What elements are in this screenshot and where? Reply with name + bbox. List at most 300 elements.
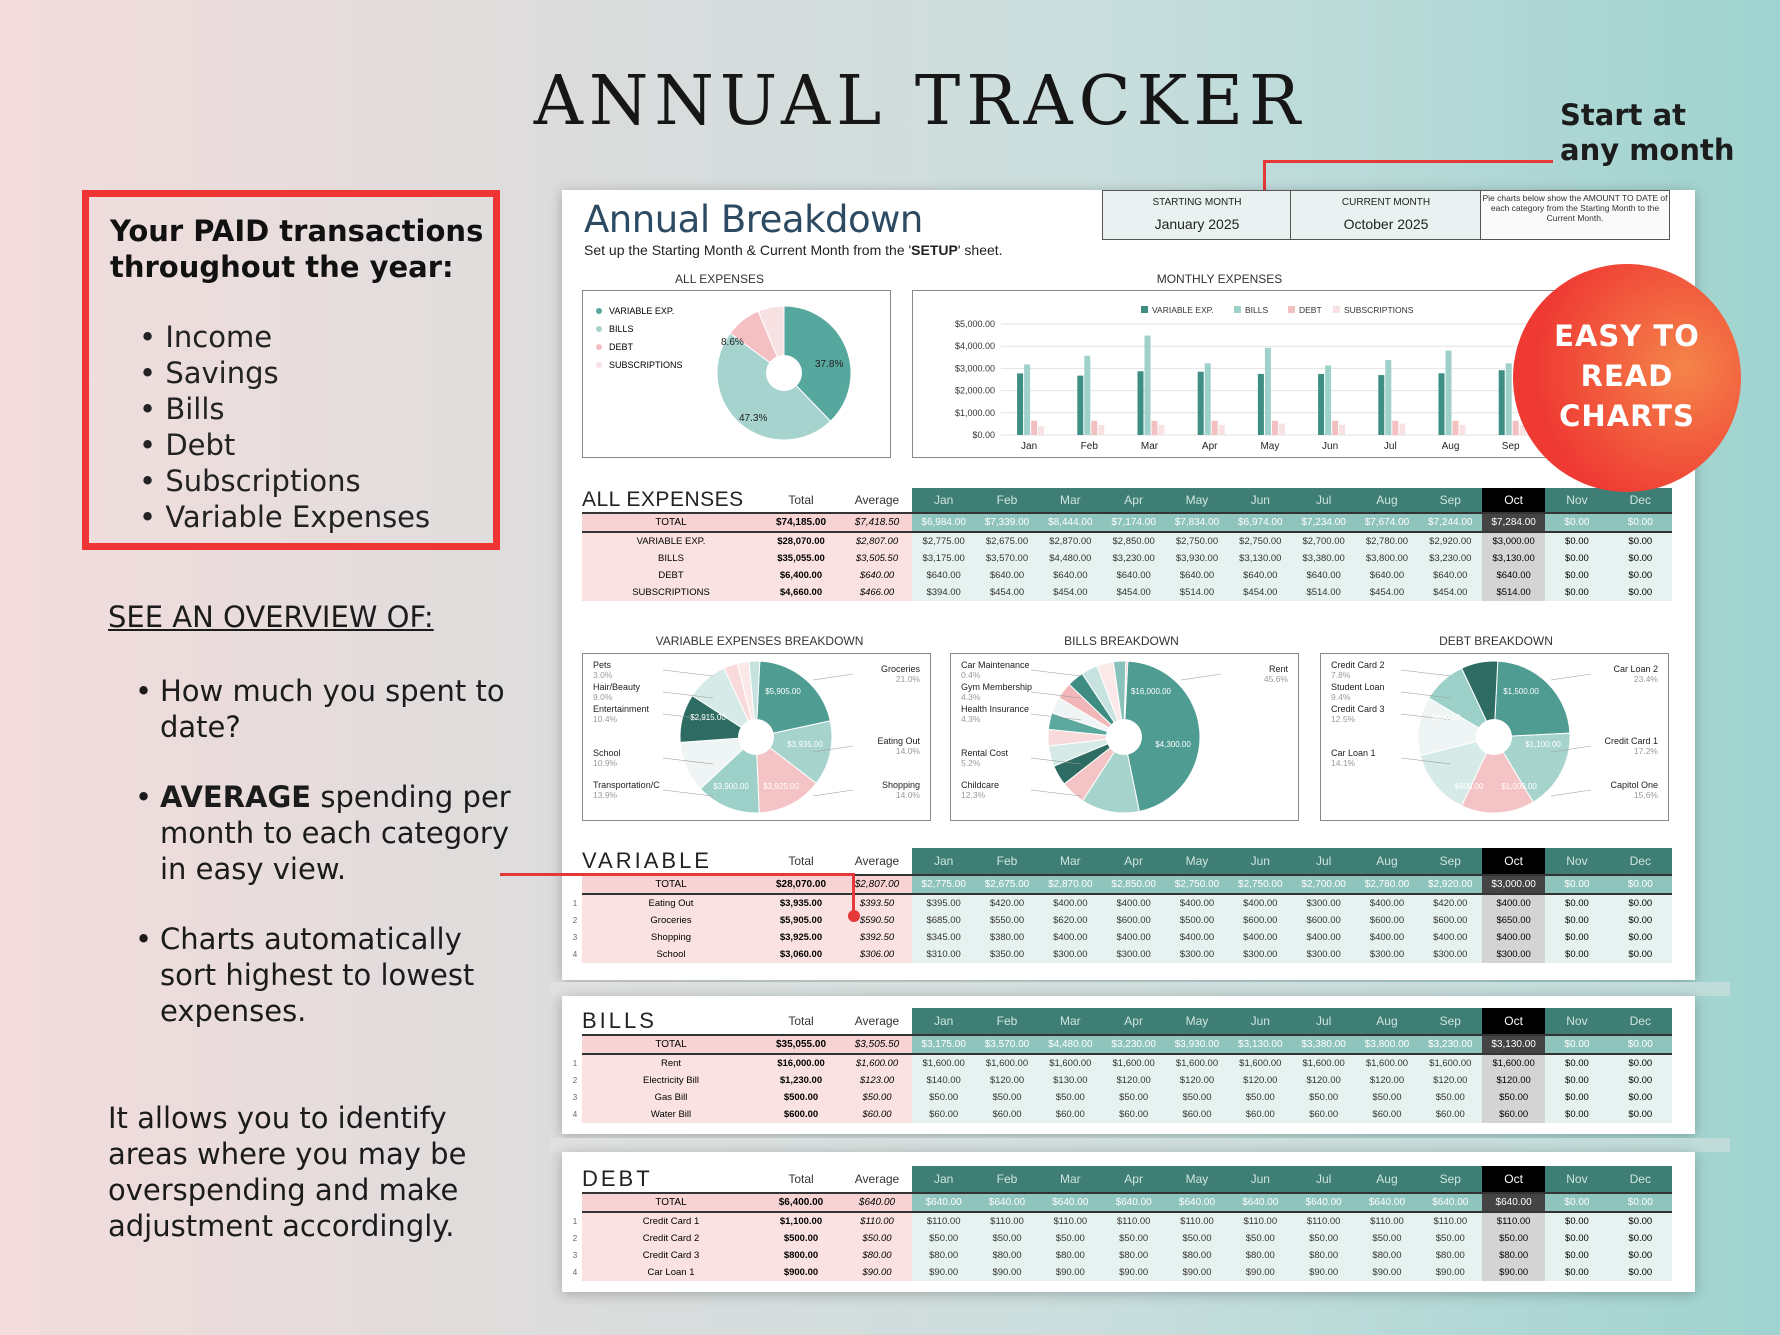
right-label-name: Eating Out <box>877 736 920 746</box>
row-dec[interactable]: $0.00 <box>1609 1089 1672 1106</box>
row-aug[interactable]: $80.00 <box>1355 1247 1418 1264</box>
row-jan[interactable]: $140.00 <box>912 1072 975 1089</box>
row-dec[interactable]: $0.00 <box>1609 567 1672 584</box>
row-aug[interactable]: $110.00 <box>1355 1212 1418 1230</box>
row-number: 3 <box>568 1247 582 1264</box>
total-row <box>568 1035 1672 1054</box>
row-feb[interactable]: $120.00 <box>975 1072 1038 1089</box>
col-average-header: Average <box>854 493 900 507</box>
row-apr[interactable]: $120.00 <box>1102 1072 1165 1089</box>
row-jun[interactable]: $50.00 <box>1229 1089 1292 1106</box>
left-label-name: Student Loan <box>1331 682 1385 692</box>
row-nov[interactable]: $0.00 <box>1545 1054 1608 1072</box>
row-jun[interactable]: $454.00 <box>1229 584 1292 601</box>
row-dec[interactable]: $0.00 <box>1609 1247 1672 1264</box>
left-label-name: Transportation/C <box>593 780 660 790</box>
x-tick-label: May <box>1260 441 1280 452</box>
row-aug[interactable]: $300.00 <box>1355 946 1418 963</box>
row-feb[interactable]: $550.00 <box>975 912 1038 929</box>
row-feb[interactable]: $60.00 <box>975 1106 1038 1123</box>
leader-line <box>1551 674 1591 680</box>
row-may[interactable]: $2,750.00 <box>1165 532 1228 550</box>
total-jun: $6,974.00 <box>1229 513 1292 532</box>
row-jun[interactable]: $50.00 <box>1229 1230 1292 1247</box>
row-feb[interactable]: $80.00 <box>975 1247 1038 1264</box>
month-header-apr: Apr <box>1102 1008 1165 1035</box>
row-nov[interactable]: $0.00 <box>1545 567 1608 584</box>
row-sep[interactable]: $600.00 <box>1419 912 1482 929</box>
row-nov[interactable]: $0.00 <box>1545 912 1608 929</box>
row-mar[interactable]: $130.00 <box>1039 1072 1102 1089</box>
month-header-may: May <box>1165 488 1228 513</box>
row-sep[interactable]: $454.00 <box>1419 584 1482 601</box>
month-header-feb: Feb <box>975 1008 1038 1035</box>
row-aug[interactable]: $120.00 <box>1355 1072 1418 1089</box>
row-sep[interactable]: $2,920.00 <box>1419 532 1482 550</box>
month-header-jul: Jul <box>1292 1008 1355 1035</box>
row-aug[interactable]: $600.00 <box>1355 912 1418 929</box>
row-jun[interactable]: $600.00 <box>1229 912 1292 929</box>
table-row <box>568 1247 1672 1264</box>
row-mar[interactable]: $400.00 <box>1039 894 1102 912</box>
row-apr[interactable]: $60.00 <box>1102 1106 1165 1123</box>
row-nov[interactable]: $0.00 <box>1545 584 1608 601</box>
row-aug[interactable]: $90.00 <box>1355 1264 1418 1281</box>
row-jun[interactable]: $640.00 <box>1229 567 1292 584</box>
row-jun[interactable]: $300.00 <box>1229 946 1292 963</box>
row-apr[interactable]: $90.00 <box>1102 1264 1165 1281</box>
row-oct[interactable]: $514.00 <box>1482 584 1545 601</box>
month-header-feb: Feb <box>975 488 1038 513</box>
row-oct[interactable]: $640.00 <box>1482 567 1545 584</box>
table-row <box>582 584 1672 601</box>
total-oct: $7,284.00 <box>1482 513 1545 532</box>
row-mar[interactable]: $640.00 <box>1039 567 1102 584</box>
month-header-mar: Mar <box>1039 1166 1102 1193</box>
row-jul[interactable]: $300.00 <box>1292 946 1355 963</box>
bar-subscriptions-may <box>1279 424 1285 435</box>
row-may[interactable]: $500.00 <box>1165 912 1228 929</box>
row-total: $3,060.00 <box>760 946 842 963</box>
row-jul[interactable]: $1,600.00 <box>1292 1054 1355 1072</box>
row-jan[interactable]: $80.00 <box>912 1247 975 1264</box>
x-tick-label: Feb <box>1080 441 1098 452</box>
variable-pie-hole <box>738 719 774 755</box>
row-jun[interactable]: $400.00 <box>1229 929 1292 946</box>
left-label-pct: 12.5% <box>1331 714 1356 724</box>
leader-line <box>1181 674 1221 680</box>
bar-debt-aug <box>1453 421 1459 435</box>
right-label-name: Shopping <box>881 780 920 790</box>
row-may[interactable]: $514.00 <box>1165 584 1228 601</box>
month-header-oct: Oct <box>1482 488 1545 513</box>
bar-debt-apr <box>1212 421 1218 435</box>
row-apr[interactable]: $300.00 <box>1102 946 1165 963</box>
row-aug[interactable]: $1,600.00 <box>1355 1054 1418 1072</box>
row-feb[interactable]: $3,570.00 <box>975 550 1038 567</box>
row-jun[interactable]: $120.00 <box>1229 1072 1292 1089</box>
total-aug: $3,800.00 <box>1355 1035 1418 1054</box>
row-sep[interactable]: $120.00 <box>1419 1072 1482 1089</box>
pie-label-bills: 47.3% <box>739 413 768 424</box>
row-nov[interactable]: $0.00 <box>1545 929 1608 946</box>
row-jun[interactable]: $400.00 <box>1229 894 1292 912</box>
row-jul[interactable]: $640.00 <box>1292 567 1355 584</box>
col-total-header: Total <box>788 493 814 507</box>
row-sep[interactable]: $110.00 <box>1419 1212 1482 1230</box>
row-nov[interactable]: $0.00 <box>1545 1089 1608 1106</box>
row-jan[interactable]: $110.00 <box>912 1212 975 1230</box>
row-dec[interactable]: $0.00 <box>1609 894 1672 912</box>
row-nov[interactable]: $0.00 <box>1545 1247 1608 1264</box>
row-dec[interactable]: $0.00 <box>1609 1054 1672 1072</box>
bullet-sort: • Charts automatically sort highest to lowest expenses. <box>135 921 515 1029</box>
row-feb[interactable]: $380.00 <box>975 929 1038 946</box>
row-apr[interactable]: $50.00 <box>1102 1089 1165 1106</box>
row-dec[interactable]: $0.00 <box>1609 929 1672 946</box>
row-avg: $590.50 <box>842 912 912 929</box>
row-may[interactable]: $1,600.00 <box>1165 1054 1228 1072</box>
total-feb: $3,570.00 <box>975 1035 1038 1054</box>
right-label-name: Rent <box>1268 664 1288 674</box>
row-aug[interactable]: $60.00 <box>1355 1106 1418 1123</box>
starting-month-box[interactable] <box>1102 190 1292 240</box>
bar-subscriptions-apr <box>1219 425 1225 435</box>
badge-line3: CHARTS <box>1559 399 1695 433</box>
row-sep[interactable]: $1,600.00 <box>1419 1054 1482 1072</box>
row-apr[interactable]: $80.00 <box>1102 1247 1165 1264</box>
row-mar[interactable]: $2,870.00 <box>1039 532 1102 550</box>
month-header-aug: Aug <box>1355 488 1418 513</box>
row-may[interactable]: $300.00 <box>1165 946 1228 963</box>
row-jun[interactable]: $90.00 <box>1229 1264 1292 1281</box>
row-jan[interactable]: $1,600.00 <box>912 1054 975 1072</box>
row-oct[interactable]: $3,130.00 <box>1482 550 1545 567</box>
legend-label: DEBT <box>1299 305 1322 315</box>
row-jun[interactable]: $1,600.00 <box>1229 1054 1292 1072</box>
bar-debt-jul <box>1392 421 1398 435</box>
row-jan[interactable]: $345.00 <box>912 929 975 946</box>
row-dec[interactable]: $0.00 <box>1609 1072 1672 1089</box>
row-apr[interactable]: $1,600.00 <box>1102 1054 1165 1072</box>
row-nov[interactable]: $0.00 <box>1545 1106 1608 1123</box>
row-aug[interactable]: $50.00 <box>1355 1089 1418 1106</box>
row-aug[interactable]: $400.00 <box>1355 929 1418 946</box>
row-dec[interactable]: $0.00 <box>1609 1212 1672 1230</box>
total-sum: $74,185.00 <box>760 513 842 532</box>
average-callout-line-v <box>852 873 855 913</box>
debt-table <box>568 1166 1672 1281</box>
month-header-feb: Feb <box>975 1166 1038 1193</box>
row-may[interactable]: $400.00 <box>1165 894 1228 912</box>
bar-subscriptions-aug <box>1460 425 1466 435</box>
row-mar[interactable]: $1,600.00 <box>1039 1054 1102 1072</box>
overview-bullets <box>135 673 515 1063</box>
row-apr[interactable]: $3,230.00 <box>1102 550 1165 567</box>
current-month-box[interactable] <box>1290 190 1482 240</box>
total-dec: $0.00 <box>1609 1035 1672 1054</box>
row-may[interactable]: $90.00 <box>1165 1264 1228 1281</box>
left-label-pct: 5.2% <box>961 758 981 768</box>
row-nov[interactable]: $0.00 <box>1545 1072 1608 1089</box>
row-oct[interactable]: $50.00 <box>1482 1230 1545 1247</box>
row-mar[interactable]: $80.00 <box>1039 1247 1102 1264</box>
row-nov[interactable]: $0.00 <box>1545 946 1608 963</box>
row-oct[interactable]: $300.00 <box>1482 946 1545 963</box>
month-header-jul: Jul <box>1292 488 1355 513</box>
row-jan[interactable]: $394.00 <box>912 584 975 601</box>
total-jun: $3,130.00 <box>1229 1035 1292 1054</box>
row-oct[interactable]: $400.00 <box>1482 894 1545 912</box>
row-jun[interactable]: $110.00 <box>1229 1212 1292 1230</box>
row-sep[interactable]: $640.00 <box>1419 567 1482 584</box>
row-oct[interactable]: $80.00 <box>1482 1247 1545 1264</box>
row-jan[interactable]: $90.00 <box>912 1264 975 1281</box>
row-jun[interactable]: $60.00 <box>1229 1106 1292 1123</box>
row-may[interactable]: $60.00 <box>1165 1106 1228 1123</box>
row-feb[interactable]: $2,675.00 <box>975 532 1038 550</box>
row-dec[interactable]: $0.00 <box>1609 550 1672 567</box>
bullet-average <box>135 779 515 887</box>
total-avg: $2,807.00 <box>842 875 912 894</box>
bar-debt-may <box>1272 421 1278 435</box>
pie-label-debt: 8.6% <box>721 337 744 348</box>
row-label: School <box>582 946 760 963</box>
row-jul[interactable]: $514.00 <box>1292 584 1355 601</box>
paid-transactions-box <box>82 190 500 550</box>
month-header-dec: Dec <box>1609 848 1672 875</box>
row-oct[interactable]: $1,600.00 <box>1482 1054 1545 1072</box>
row-jul[interactable]: $600.00 <box>1292 912 1355 929</box>
row-oct[interactable]: $50.00 <box>1482 1089 1545 1106</box>
row-jan[interactable]: $60.00 <box>912 1106 975 1123</box>
total-jun: $640.00 <box>1229 1193 1292 1212</box>
total-apr: $7,174.00 <box>1102 513 1165 532</box>
row-feb[interactable]: $50.00 <box>975 1089 1038 1106</box>
row-feb[interactable]: $110.00 <box>975 1212 1038 1230</box>
row-feb[interactable]: $350.00 <box>975 946 1038 963</box>
row-oct[interactable]: $60.00 <box>1482 1106 1545 1123</box>
row-mar[interactable]: $4,480.00 <box>1039 550 1102 567</box>
row-feb[interactable]: $90.00 <box>975 1264 1038 1281</box>
row-jan[interactable]: $685.00 <box>912 912 975 929</box>
month-header-jul: Jul <box>1292 1166 1355 1193</box>
debt-pie-box <box>1320 653 1669 821</box>
left-label-name: Gym Membership <box>961 682 1033 692</box>
total-feb: $640.00 <box>975 1193 1038 1212</box>
row-oct[interactable]: $120.00 <box>1482 1072 1545 1089</box>
row-jul[interactable]: $50.00 <box>1292 1230 1355 1247</box>
row-jan[interactable]: $310.00 <box>912 946 975 963</box>
current-month-value[interactable]: October 2025 <box>1343 216 1429 232</box>
row-dec[interactable]: $0.00 <box>1609 1230 1672 1247</box>
row-apr[interactable]: $400.00 <box>1102 929 1165 946</box>
row-dec[interactable]: $0.00 <box>1609 532 1672 550</box>
row-aug[interactable]: $2,780.00 <box>1355 532 1418 550</box>
row-jul[interactable]: $120.00 <box>1292 1072 1355 1089</box>
left-label-pct: 9.0% <box>593 692 613 702</box>
row-may[interactable]: $400.00 <box>1165 929 1228 946</box>
row-nov[interactable]: $0.00 <box>1545 1264 1608 1281</box>
month-header-dec: Dec <box>1609 1008 1672 1035</box>
row-sep[interactable]: $50.00 <box>1419 1089 1482 1106</box>
row-dec[interactable]: $0.00 <box>1609 1106 1672 1123</box>
row-sep[interactable]: $400.00 <box>1419 929 1482 946</box>
row-feb[interactable]: $50.00 <box>975 1230 1038 1247</box>
row-oct[interactable]: $110.00 <box>1482 1212 1545 1230</box>
debt-sheet <box>562 1152 1695 1292</box>
row-apr[interactable]: $454.00 <box>1102 584 1165 601</box>
col-total-header: Total <box>788 1172 814 1186</box>
row-apr[interactable]: $600.00 <box>1102 912 1165 929</box>
page-title: ANNUAL TRACKER <box>533 62 1307 141</box>
row-oct[interactable]: $3,000.00 <box>1482 532 1545 550</box>
row-jul[interactable]: $60.00 <box>1292 1106 1355 1123</box>
total-aug: $640.00 <box>1355 1193 1418 1212</box>
row-jun[interactable]: $3,130.00 <box>1229 550 1292 567</box>
row-jun[interactable]: $2,750.00 <box>1229 532 1292 550</box>
total-may: $640.00 <box>1165 1193 1228 1212</box>
month-header-mar: Mar <box>1039 848 1102 875</box>
row-sep[interactable]: $3,230.00 <box>1419 550 1482 567</box>
row-avg: $50.00 <box>842 1230 912 1247</box>
table-row <box>568 1054 1672 1072</box>
row-jan[interactable]: $2,775.00 <box>912 532 975 550</box>
row-dec[interactable]: $0.00 <box>1609 946 1672 963</box>
row-mar[interactable]: $620.00 <box>1039 912 1102 929</box>
row-nov[interactable]: $0.00 <box>1545 894 1608 912</box>
row-dec[interactable]: $0.00 <box>1609 912 1672 929</box>
row-oct[interactable]: $400.00 <box>1482 929 1545 946</box>
left-label-name: Health Insurance <box>961 704 1030 714</box>
row-total: $500.00 <box>760 1230 842 1247</box>
row-nov[interactable]: $0.00 <box>1545 1230 1608 1247</box>
list-item: • Debt <box>139 427 493 463</box>
legend-label: VARIABLE EXP. <box>1152 305 1214 315</box>
row-jan[interactable]: $640.00 <box>912 567 975 584</box>
row-mar[interactable]: $400.00 <box>1039 929 1102 946</box>
row-jul[interactable]: $90.00 <box>1292 1264 1355 1281</box>
row-aug[interactable]: $400.00 <box>1355 894 1418 912</box>
row-sep[interactable]: $420.00 <box>1419 894 1482 912</box>
row-jan[interactable]: $50.00 <box>912 1089 975 1106</box>
average-callout-line-h <box>500 873 854 876</box>
row-feb[interactable]: $420.00 <box>975 894 1038 912</box>
row-jan[interactable]: $3,175.00 <box>912 550 975 567</box>
row-apr[interactable]: $50.00 <box>1102 1230 1165 1247</box>
row-mar[interactable]: $90.00 <box>1039 1264 1102 1281</box>
row-jul[interactable]: $2,700.00 <box>1292 532 1355 550</box>
row-jul[interactable]: $300.00 <box>1292 894 1355 912</box>
closing-text: It allows you to identify areas where you may be overspending and make adjustment accordingly. <box>108 1101 467 1243</box>
month-header-oct: Oct <box>1482 1166 1545 1193</box>
total-label: TOTAL <box>582 1193 760 1212</box>
row-mar[interactable]: $454.00 <box>1039 584 1102 601</box>
bar-bills-sep <box>1506 363 1512 435</box>
row-label: Shopping <box>582 929 760 946</box>
value-label: $1,000.00 <box>1501 782 1537 791</box>
row-jul[interactable]: $50.00 <box>1292 1089 1355 1106</box>
row-may[interactable]: $80.00 <box>1165 1247 1228 1264</box>
row-number: 1 <box>568 1054 582 1072</box>
row-jul[interactable]: $80.00 <box>1292 1247 1355 1264</box>
row-may[interactable]: $640.00 <box>1165 567 1228 584</box>
monthly-chart-box <box>912 290 1614 458</box>
row-apr[interactable]: $640.00 <box>1102 567 1165 584</box>
row-avg: $80.00 <box>842 1247 912 1264</box>
row-mar[interactable]: $50.00 <box>1039 1089 1102 1106</box>
row-jan[interactable]: $50.00 <box>912 1230 975 1247</box>
row-apr[interactable]: $400.00 <box>1102 894 1165 912</box>
total-mar: $4,480.00 <box>1039 1035 1102 1054</box>
row-sep[interactable]: $300.00 <box>1419 946 1482 963</box>
row-aug[interactable]: $3,800.00 <box>1355 550 1418 567</box>
month-header-aug: Aug <box>1355 1166 1418 1193</box>
row-sep[interactable]: $50.00 <box>1419 1230 1482 1247</box>
leader-line <box>813 674 853 680</box>
row-feb[interactable]: $454.00 <box>975 584 1038 601</box>
row-may[interactable]: $50.00 <box>1165 1230 1228 1247</box>
row-apr[interactable]: $110.00 <box>1102 1212 1165 1230</box>
row-aug[interactable]: $50.00 <box>1355 1230 1418 1247</box>
row-apr[interactable]: $2,850.00 <box>1102 532 1165 550</box>
total-sep: $7,244.00 <box>1419 513 1482 532</box>
row-dec[interactable]: $0.00 <box>1609 1264 1672 1281</box>
row-aug[interactable]: $640.00 <box>1355 567 1418 584</box>
row-may[interactable]: $3,930.00 <box>1165 550 1228 567</box>
row-aug[interactable]: $454.00 <box>1355 584 1418 601</box>
row-may[interactable]: $120.00 <box>1165 1072 1228 1089</box>
row-jul[interactable]: $400.00 <box>1292 929 1355 946</box>
total-jul: $640.00 <box>1292 1193 1355 1212</box>
y-tick-label: $3,000.00 <box>954 363 995 374</box>
legend-swatch <box>1141 306 1148 313</box>
month-header-jan: Jan <box>912 488 975 513</box>
row-may[interactable]: $110.00 <box>1165 1212 1228 1230</box>
month-header-sep: Sep <box>1419 488 1482 513</box>
list-item: • Savings <box>139 355 493 391</box>
row-total: $3,925.00 <box>760 929 842 946</box>
row-oct[interactable]: $650.00 <box>1482 912 1545 929</box>
spacer <box>568 1035 582 1054</box>
month-header-nov: Nov <box>1545 1008 1608 1035</box>
row-nov[interactable]: $0.00 <box>1545 550 1608 567</box>
row-jan[interactable]: $395.00 <box>912 894 975 912</box>
row-mar[interactable]: $110.00 <box>1039 1212 1102 1230</box>
row-may[interactable]: $50.00 <box>1165 1089 1228 1106</box>
row-dec[interactable]: $0.00 <box>1609 584 1672 601</box>
starting-month-value[interactable]: January 2025 <box>1154 216 1240 232</box>
row-nov[interactable]: $0.00 <box>1545 1212 1608 1230</box>
row-jun[interactable]: $80.00 <box>1229 1247 1292 1264</box>
value-label: $16,000.00 <box>1130 687 1172 696</box>
row-nov[interactable]: $0.00 <box>1545 532 1608 550</box>
row-sep[interactable]: $80.00 <box>1419 1247 1482 1264</box>
row-mar[interactable]: $60.00 <box>1039 1106 1102 1123</box>
row-feb[interactable]: $1,600.00 <box>975 1054 1038 1072</box>
row-jul[interactable]: $110.00 <box>1292 1212 1355 1230</box>
legend-swatch <box>1234 306 1241 313</box>
row-sep[interactable]: $90.00 <box>1419 1264 1482 1281</box>
row-mar[interactable]: $300.00 <box>1039 946 1102 963</box>
row-sep[interactable]: $60.00 <box>1419 1106 1482 1123</box>
row-feb[interactable]: $640.00 <box>975 567 1038 584</box>
left-label-name: Car Maintenance <box>961 660 1030 670</box>
row-jul[interactable]: $3,380.00 <box>1292 550 1355 567</box>
row-oct[interactable]: $90.00 <box>1482 1264 1545 1281</box>
row-mar[interactable]: $50.00 <box>1039 1230 1102 1247</box>
table-row <box>568 1072 1672 1089</box>
